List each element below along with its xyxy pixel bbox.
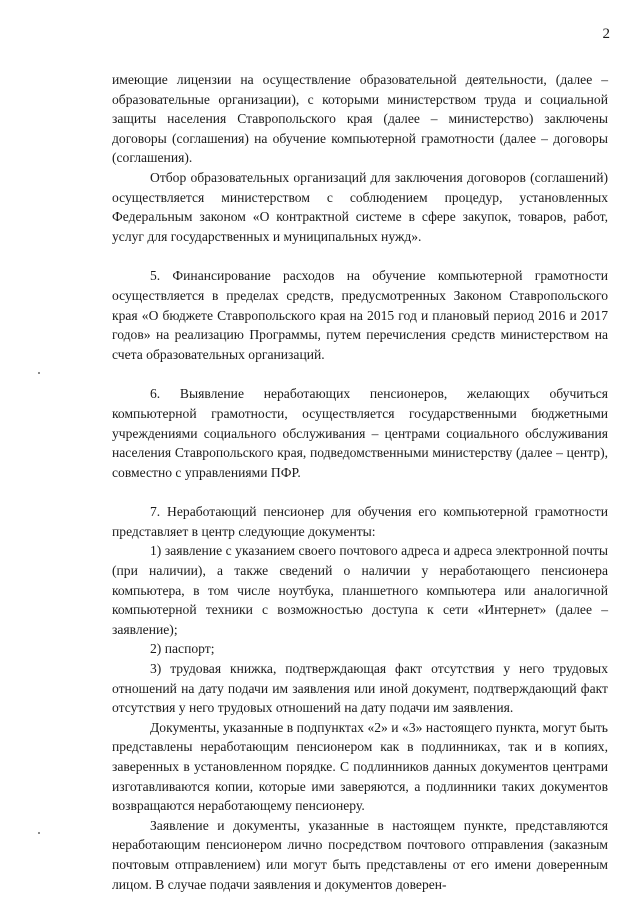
document-body: [112, 70, 608, 894]
page-number: 2: [602, 26, 610, 42]
paragraph-submission: Заявление и документы, указанные в настоящем пункте, представляются неработающим пенсионером лично посредством почтового отправления (заказным почтовым отправлением) или могут быть представлены от его имени доверенным лицом. В случае подачи заявления и документов доверен-: [112, 817, 608, 892]
paragraph-item-7-documents: 7. Неработающий пенсионер для обучения его компьютерной грамотности представляет в центр следующие документы:: [112, 504, 608, 539]
paragraph-selection: Отбор образовательных организаций для заключения договоров (соглашений) осуществляется министерством с соблюдением процедур, установленных Федеральным законом «О контрактной системе в сфере закупок, товаров, работ, услуг для государственных и муниципальных нужд».: [112, 169, 608, 244]
paragraph-licenses: имеющие лицензии на осуществление образовательной деятельности, (далее – образовательные организации), с которыми министерством труда и социальной защиты населения Ставропольского края (далее – министерство) заключены договоры (соглашения) на обучение компьютерной грамотности (далее – договоры (соглашения).: [112, 72, 608, 166]
list-item-passport: 2) паспорт;: [150, 641, 215, 657]
scan-speck: [38, 832, 40, 834]
list-item-application: 1) заявление с указанием своего почтового адреса и адреса электронной почты (при наличии), а также сведений о наличии у неработающего пенсионера компьютера, в том числе ноутбука, планшетного компьютера или аналогичной компьютерной техники с возможностью доступа к сети «Интернет» (далее – заявление);: [112, 543, 608, 637]
list-item-employment-record: 3) трудовая книжка, подтверждающая факт отсутствия у него трудовых отношений на дату подачи им заявления или иной документ, подтверждающий факт отсутствия у него трудовых отношений на дату подачи им заявления.: [112, 661, 608, 716]
paragraph-item-5-financing: 5. Финансирование расходов на обучение компьютерной грамотности осуществляется в пределах средств, предусмотренных Законом Ставропольского края «О бюджете Ставропольского края на 2015 год и плановый период 2016 и 2017 годов» на реализацию Программы, путем перечисления средств министерством на счета образовательных организаций.: [112, 268, 608, 362]
paragraph-document-copies: Документы, указанные в подпунктах «2» и «3» настоящего пункта, могут быть представлены неработающим пенсионером как в подлинниках, так и в копиях, заверенных в установленном порядке. С подлинников данных документов центрами изготавливаются копии, которые ими заверяются, а подлинники таких документов возвращаются неработающему пенсионеру.: [112, 719, 608, 814]
scan-speck: [38, 372, 40, 374]
paragraph-item-6-identification: 6. Выявление неработающих пенсионеров, желающих обучиться компьютерной грамотности, осуществляется государственными бюджетными учреждениями социального обслуживания – центрами социального обслуживания населения Ставропольского края, подведомственными министерству (далее – центр), совместно с управлениями ПФР.: [112, 386, 608, 480]
